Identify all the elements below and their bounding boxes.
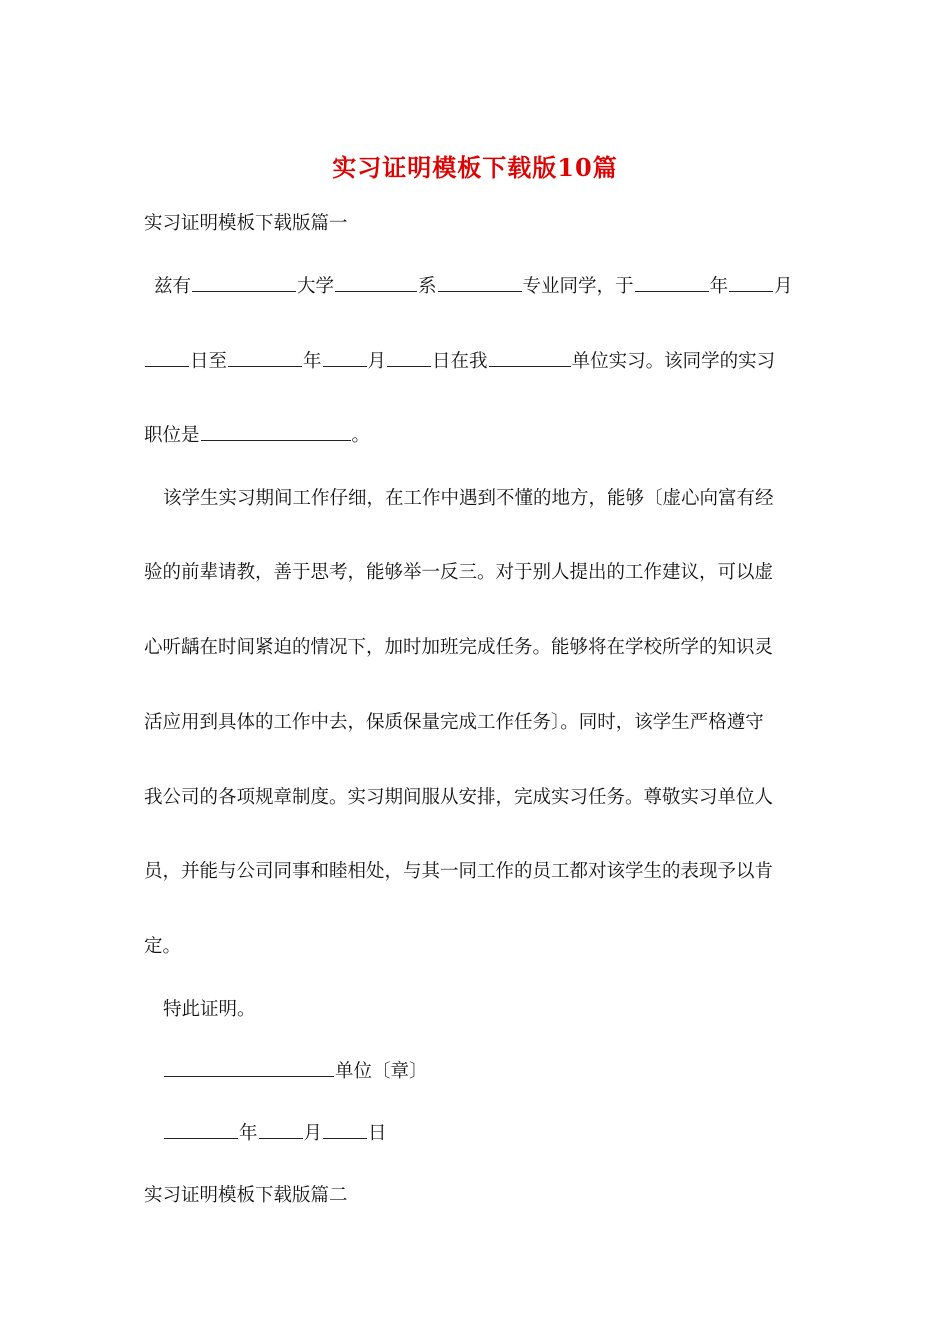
form-text: 专业同学，于: [522, 276, 634, 297]
form-line-3: [144, 422, 804, 450]
form-line-2: [144, 348, 804, 376]
fill-blank: [489, 348, 571, 367]
section-heading-2: 实习证明模板下载版篇二: [144, 1185, 348, 1206]
fill-blank: [323, 348, 367, 367]
fill-blank: [228, 348, 302, 367]
body-line: 我公司的各项规章制度。实习期间服从安排，完成实习任务。尊敬实习单位人: [144, 787, 774, 808]
form-text: 系: [418, 276, 437, 297]
form-text: 日至: [190, 351, 228, 372]
signature-unit-label: 单位〔章〕: [335, 1061, 428, 1082]
document-title: 实习证明模板下载版10篇: [332, 153, 618, 182]
date-month-label: 月: [303, 1123, 323, 1144]
fill-blank: [387, 348, 431, 367]
form-text: 兹有: [154, 276, 192, 297]
form-line-1: [154, 273, 814, 301]
fill-blank: [164, 1058, 334, 1077]
body-line: 活应用到具体的工作中去，保质保量完成工作任务〕。同时，该学生严格遵守: [144, 712, 764, 733]
form-text: 年: [303, 351, 322, 372]
fill-blank: [201, 422, 351, 441]
form-text: 日在我: [432, 351, 488, 372]
signature-line: [163, 1058, 823, 1086]
fill-blank: [164, 1120, 238, 1139]
form-text: 大学: [297, 276, 335, 297]
body-line: 定。: [144, 936, 182, 957]
form-text: 年: [709, 276, 729, 297]
fill-blank: [192, 273, 296, 292]
form-text: 单位实习。该同学的实习: [571, 351, 776, 372]
date-line: [163, 1120, 823, 1148]
section-heading-1: 实习证明模板下载版篇一: [144, 213, 348, 234]
body-line: 心听龋在时间紧迫的情况下，加时加班完成任务。能够将在学校所学的知识灵: [144, 637, 774, 658]
form-text: 。: [351, 425, 371, 446]
form-text: 职位是: [144, 425, 200, 446]
body-line: 验的前辈请教，善于思考，能够举一反三。对于别人提出的工作建议，可以虚: [144, 562, 774, 583]
fill-blank: [729, 273, 773, 292]
fill-blank: [635, 273, 709, 292]
form-text: 月: [774, 276, 793, 297]
form-text: 月: [367, 351, 387, 372]
closing-text: 特此证明。: [163, 999, 256, 1020]
fill-blank: [438, 273, 522, 292]
date-year-label: 年: [239, 1123, 258, 1144]
fill-blank: [323, 1120, 367, 1139]
body-line: 该学生实习期间工作仔细，在工作中遇到不懂的地方，能够〔虚心向富有经: [163, 488, 774, 509]
fill-blank: [259, 1120, 303, 1139]
fill-blank: [335, 273, 417, 292]
date-day-label: 日: [368, 1123, 387, 1144]
fill-blank: [145, 348, 189, 367]
body-line: 员，并能与公司同事和睦相处，与其一同工作的员工都对该学生的表现予以肯: [144, 861, 774, 882]
